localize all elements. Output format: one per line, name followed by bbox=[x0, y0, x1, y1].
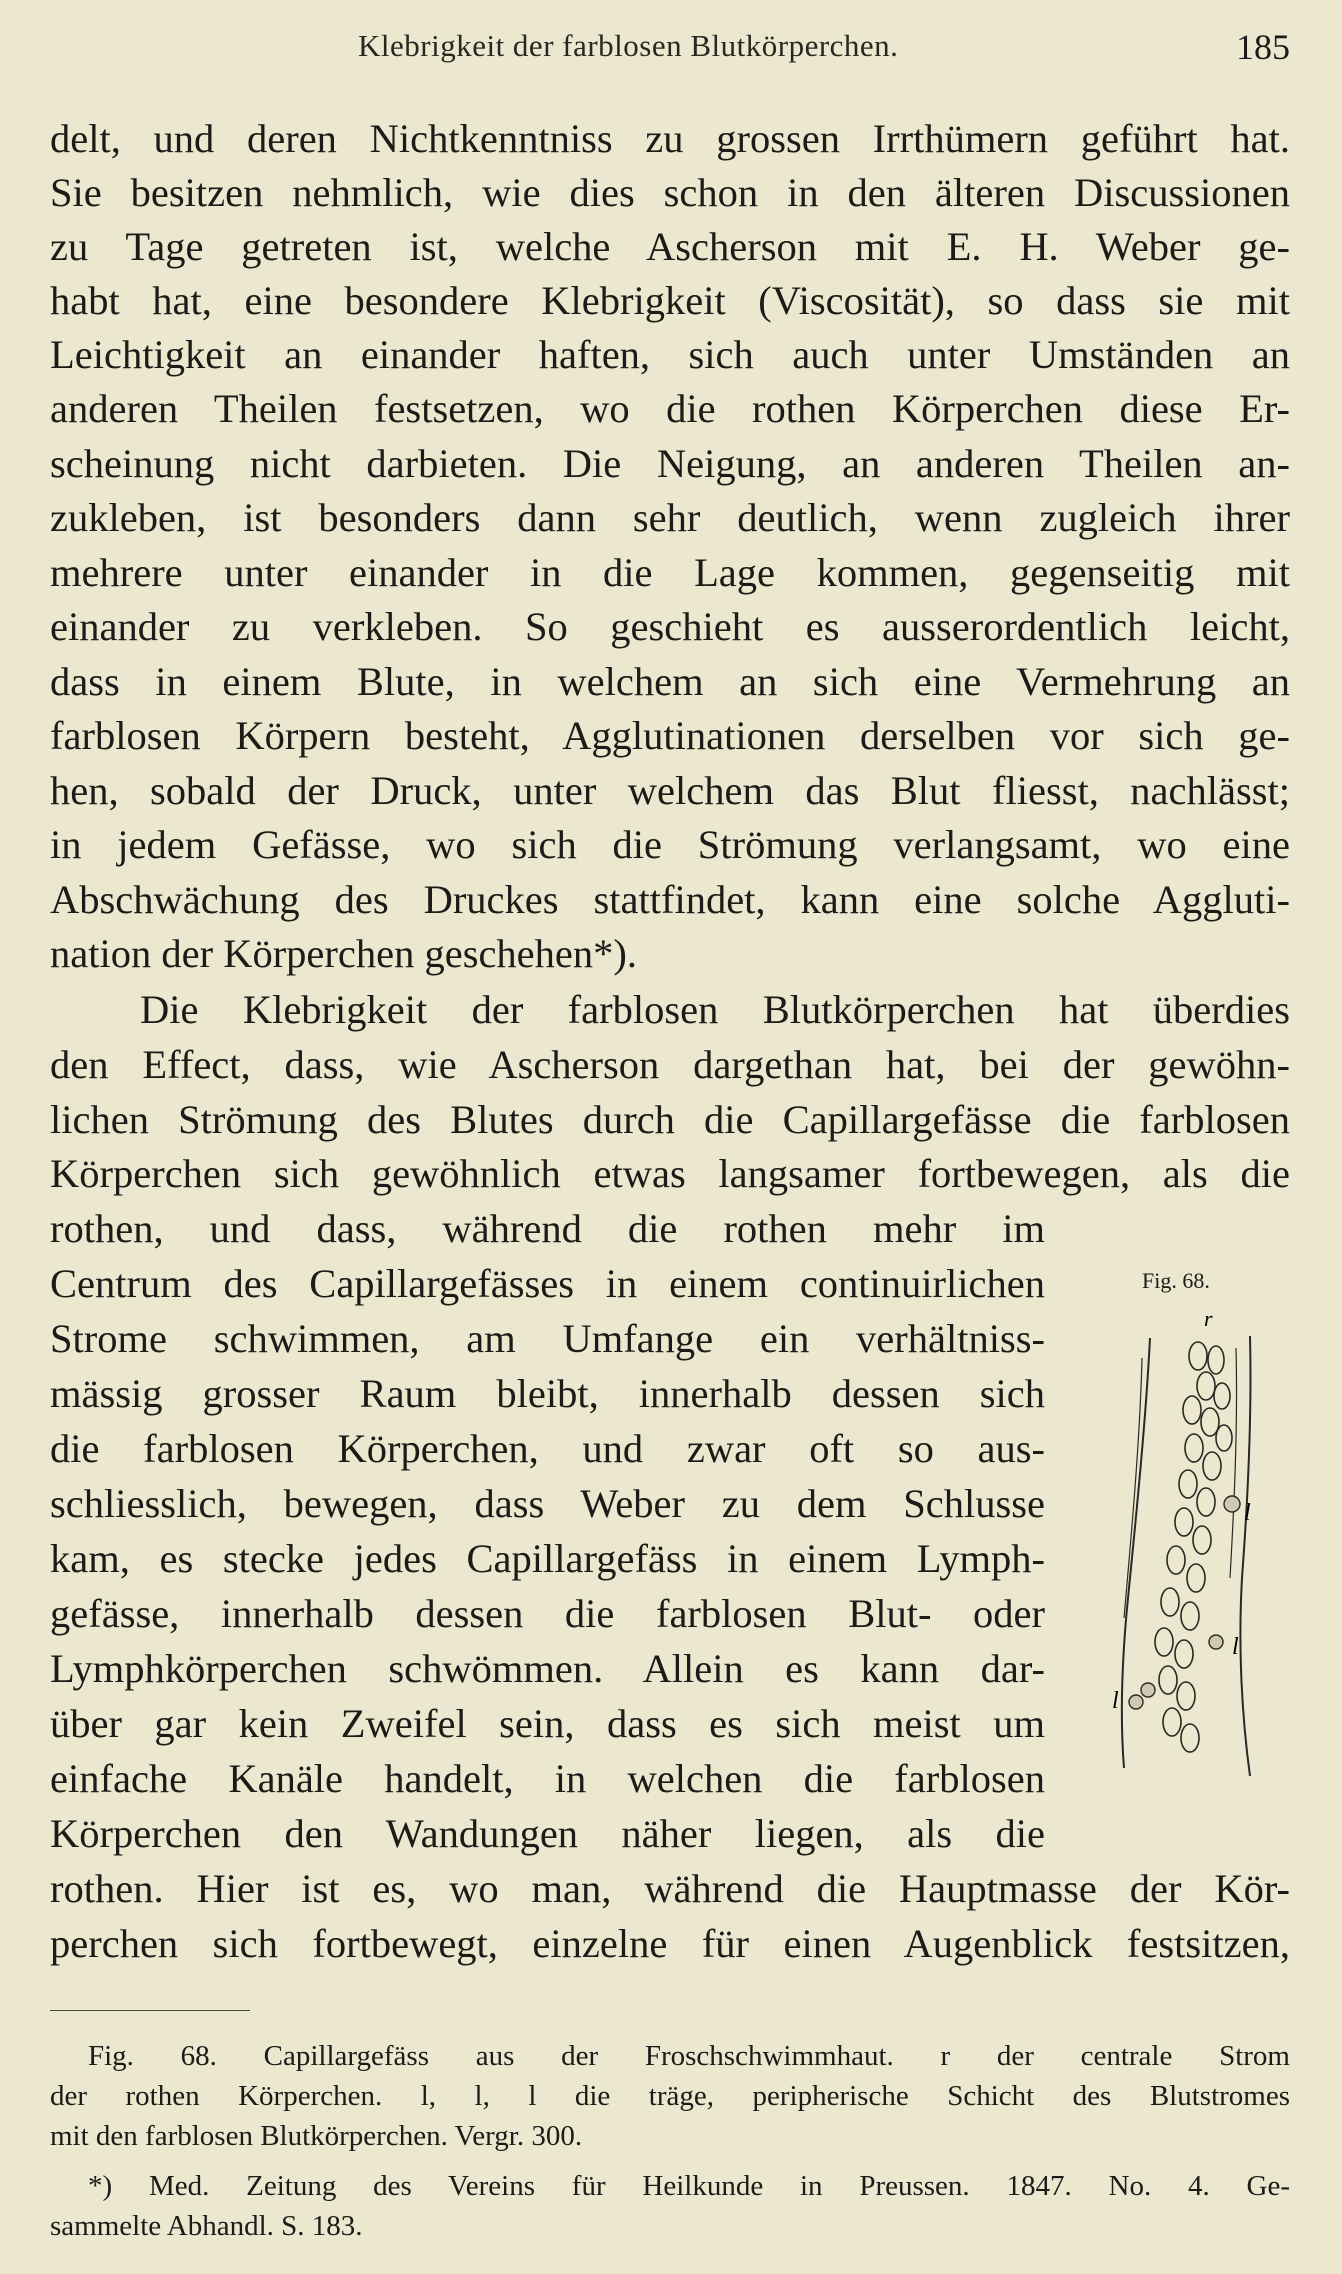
running-title: Klebrigkeit der farblosen Blutkörperchen. bbox=[358, 28, 899, 63]
text-line: delt, und deren Nichtkenntniss zu grossen Irrthümern geführt hat. bbox=[50, 116, 1290, 161]
text-line: einander zu verkleben. So geschieht es ausserordentlich leicht, bbox=[50, 604, 1290, 649]
figure-caption-line: der rothen Körperchen. l, l, l die träge, peripherische Schicht des Blutstromes bbox=[50, 2080, 1290, 2112]
text-line: scheinung nicht darbieten. Die Neigung, an anderen Theilen an- bbox=[50, 441, 1290, 486]
red-cells-column bbox=[1155, 1342, 1232, 1752]
page-number: 185 bbox=[1236, 27, 1290, 67]
footnote-rule bbox=[50, 2010, 250, 2011]
figure-label: Fig. 68. bbox=[1142, 1268, 1210, 1293]
text-line: rothen, und dass, während die rothen mehr im bbox=[50, 1206, 1045, 1251]
text-line: farblosen Körpern besteht, Agglutinationen derselben vor sich ge- bbox=[50, 713, 1290, 758]
mark-l-lower: l bbox=[1112, 1688, 1119, 1714]
paragraph-start-line: Die Klebrigkeit der farblosen Blutkörperchen hat überdies bbox=[140, 987, 1290, 1032]
page-header bbox=[52, 20, 1290, 80]
text-line: mässig grosser Raum bleibt, innerhalb dessen sich bbox=[50, 1371, 1045, 1416]
text-line: in jedem Gefässe, wo sich die Strömung verlangsamt, wo eine bbox=[50, 822, 1290, 867]
text-line: Körperchen den Wandungen näher liegen, als die bbox=[50, 1811, 1045, 1856]
text-line: Abschwächung des Druckes stattfindet, kann eine solche Aggluti- bbox=[50, 877, 1290, 922]
text-line: zukleben, ist besonders dann sehr deutlich, wenn zugleich ihrer bbox=[50, 495, 1290, 540]
text-line: Lymphkörperchen schwömmen. Allein es kann dar- bbox=[50, 1646, 1045, 1691]
vessel-inner-right bbox=[1230, 1348, 1237, 1578]
text-line: rothen. Hier ist es, wo man, während die Hauptmasse der Kör- bbox=[50, 1866, 1290, 1911]
footnote: *) Med. Zeitung des Vereins für Heilkunde in Preussen. 1847. No. 4. Ge- bbox=[88, 2170, 1290, 2202]
text-line: hen, sobald der Druck, unter welchem das Blut fliesst, nachlässt; bbox=[50, 768, 1290, 813]
text-line: gefässe, innerhalb dessen die farblosen Blut- oder bbox=[50, 1591, 1045, 1636]
text-line: schliesslich, bewegen, dass Weber zu dem Schlusse bbox=[50, 1481, 1045, 1526]
text-line: anderen Theilen festsetzen, wo die rothen Körperchen diese Er- bbox=[50, 386, 1290, 431]
text-line: über gar kein Zweifel sein, dass es sich meist um bbox=[50, 1701, 1045, 1746]
text-line: habt hat, eine besondere Klebrigkeit (Viscosität), so dass sie mit bbox=[50, 278, 1290, 323]
footnote-line: sammelte Abhandl. S. 183. bbox=[50, 2210, 363, 2242]
vessel-wall-right bbox=[1240, 1336, 1250, 1776]
text-line: einfache Kanäle handelt, in welchen die farblosen bbox=[50, 1756, 1045, 1801]
text-line: kam, es stecke jedes Capillargefäss in einem Lymph- bbox=[50, 1536, 1045, 1581]
text-line: Centrum des Capillargefässes in einem continuirlichen bbox=[50, 1261, 1045, 1306]
text-line: den Effect, dass, wie Ascherson dargethan hat, bei der gewöhn- bbox=[50, 1042, 1290, 1087]
text-line: Sie besitzen nehmlich, wie dies schon in den älteren Discussionen bbox=[50, 170, 1290, 215]
text-line: Strome schwimmen, am Umfange ein verhältniss- bbox=[50, 1316, 1045, 1361]
mark-l-upper: l bbox=[1244, 1500, 1251, 1526]
text-line: die farblosen Körperchen, und zwar oft so aus- bbox=[50, 1426, 1045, 1471]
text-line: mehrere unter einander in die Lage kommen, gegenseitig mit bbox=[50, 550, 1290, 595]
text-line: nation der Körperchen geschehen*). bbox=[50, 931, 637, 976]
mark-r: r bbox=[1204, 1306, 1213, 1331]
figure-caption: Fig. 68. Capillargefäss aus der Froschschwimmhaut. r der centrale Strom bbox=[88, 2040, 1290, 2072]
text-line: perchen sich fortbewegt, einzelne für einen Augenblick festsitzen, bbox=[50, 1921, 1290, 1966]
text-line: zu Tage getreten ist, welche Ascherson mit E. H. Weber ge- bbox=[50, 224, 1290, 269]
text-line: Körperchen sich gewöhnlich etwas langsamer fortbewegen, als die bbox=[50, 1151, 1290, 1196]
figure-caption-line: mit den farblosen Blutkörperchen. Vergr. 300. bbox=[50, 2120, 583, 2152]
text-line: lichen Strömung des Blutes durch die Capillargefässe die farblosen bbox=[50, 1097, 1290, 1142]
text-line: dass in einem Blute, in welchem an sich eine Vermehrung an bbox=[50, 659, 1290, 704]
mark-l-middle: l bbox=[1232, 1634, 1239, 1660]
text-line: Leichtigkeit an einander haften, sich auch unter Umständen an bbox=[50, 332, 1290, 377]
capillary-illustration bbox=[1112, 1298, 1292, 1798]
white-cells bbox=[1129, 1496, 1240, 1709]
figure-68 bbox=[1112, 1258, 1292, 1798]
